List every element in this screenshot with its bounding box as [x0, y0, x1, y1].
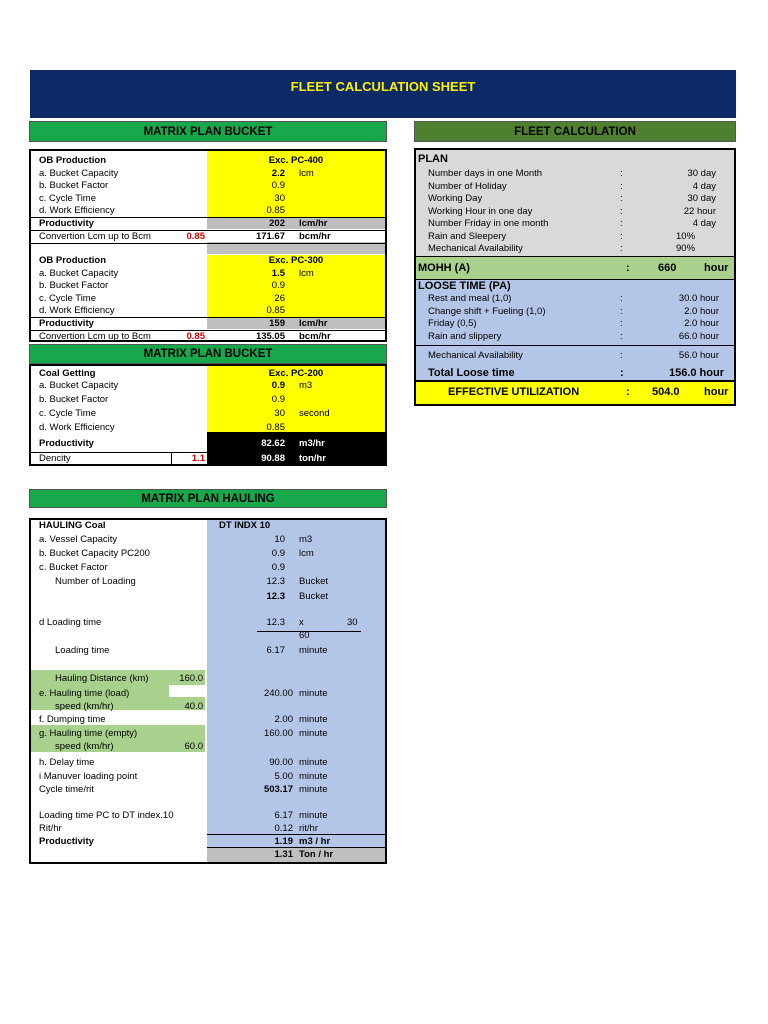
sec2-title-row [31, 255, 385, 268]
row-value: 30 [274, 408, 285, 419]
row-label: c. Bucket Factor [39, 562, 108, 573]
haul-load-row [31, 688, 385, 701]
plan-row [416, 193, 734, 206]
bucket-header: MATRIX PLAN BUCKET [29, 121, 387, 142]
table-row [31, 380, 385, 393]
conversion-value: 171.67 [255, 230, 285, 242]
bucket-table-2 [29, 364, 387, 466]
row-unit: minute [299, 645, 328, 656]
coal-title-row [31, 368, 385, 381]
sec1-exc: Exc. PC-400 [268, 155, 324, 166]
total-value: 156.0 hour [668, 367, 724, 379]
row-label: b. Bucket Factor [39, 180, 109, 191]
conversion-label: Convertion Lcm up to Bcm [39, 330, 151, 342]
hauling-table [29, 518, 387, 864]
row-unit: Bucket [299, 576, 329, 587]
mohh-sep: : [626, 262, 630, 274]
row-label: b. Bucket Factor [39, 280, 109, 291]
conversion-label: Convertion Lcm up to Bcm [39, 230, 151, 242]
loose-label: Change shift + Fueling (1,0) [428, 305, 546, 317]
loading-time-row [31, 617, 385, 630]
conversion-value: 135.05 [255, 330, 285, 342]
table-row [31, 168, 385, 181]
row-value: 0.9 [271, 562, 285, 573]
row-label: c. Cycle Time [39, 408, 97, 419]
conversion-unit: bcm/hr [299, 330, 331, 342]
row-label: i Manuver loading point [39, 771, 138, 782]
loose-row [416, 306, 734, 319]
table-row [31, 180, 385, 193]
row-unit: minute [299, 810, 328, 821]
productivity-row [31, 317, 385, 331]
row-value: 90.00 [269, 757, 293, 768]
productivity-row [31, 438, 385, 451]
density-value: 90.88 [261, 452, 285, 464]
row-label: a. Bucket Capacity [39, 380, 119, 391]
plan-label: Working Hour in one day [428, 205, 533, 217]
plan-row [416, 231, 734, 244]
sec1-title-row [31, 155, 385, 168]
productivity-value: 202 [269, 218, 285, 229]
row-value: 0.9 [271, 180, 285, 191]
productivity-row [31, 217, 385, 231]
row-value: 0.85 [266, 305, 285, 316]
loading-time2-row [31, 645, 385, 658]
effective-sep: : [626, 386, 630, 398]
plan-row [416, 181, 734, 194]
table-row [31, 394, 385, 407]
row-value: 0.9 [271, 548, 285, 559]
mech-value: 56.0 hour [678, 350, 719, 361]
row-value: 60.0 [184, 741, 203, 752]
row-label: Loading time [55, 645, 110, 656]
density-unit: ton/hr [299, 452, 326, 464]
sec2-title: OB Production [39, 255, 107, 266]
row-value: 6.17 [274, 810, 293, 821]
hauling-dt: DT INDX 10 [219, 520, 271, 531]
row-unit: m3 [299, 534, 313, 545]
plan-label: Number Friday in one month [428, 218, 549, 229]
productivity-label: Productivity [39, 318, 94, 329]
row-value: 10 [274, 534, 285, 545]
vessel-row [31, 534, 385, 547]
density-row [31, 452, 385, 466]
plan-value: 4 day [692, 218, 716, 229]
loose-sep: : [620, 305, 623, 317]
conversion-factor: 0.85 [186, 230, 205, 242]
loose-label: Rest and meal (1,0) [428, 293, 512, 304]
loading-num-row [31, 576, 385, 589]
plan-row [416, 243, 734, 256]
row-label: e. Hauling time (load) [39, 688, 130, 699]
hauling-title-row [31, 520, 385, 533]
density-label: Dencity [39, 452, 71, 464]
row-value: 160.0 [179, 673, 203, 684]
loose-value: 66.0 hour [678, 330, 719, 342]
fleet-header: FLEET CALCULATION [414, 121, 736, 142]
row-unit: m3 [299, 380, 313, 391]
density-factor: 1.1 [191, 452, 205, 464]
row-label: Loading time PC to DT index.10 [39, 810, 174, 821]
row-unit: second [299, 408, 330, 419]
effective-value: 504.0 [652, 386, 680, 398]
sec2-exc: Exc. PC-300 [268, 255, 324, 266]
row-label: Number of Loading [55, 576, 136, 587]
plan-label: Rain and Sleepery [428, 230, 507, 242]
table-row [31, 408, 385, 421]
row-value: 2.00 [274, 714, 293, 725]
loading-op: x [299, 617, 304, 628]
prod-row [31, 836, 385, 849]
productivity-label: Productivity [39, 438, 94, 449]
table-row [31, 422, 385, 435]
loose-label: Rain and slippery [428, 330, 502, 342]
row-unit: minute [299, 771, 328, 782]
plan-row [416, 206, 734, 219]
loading-den: 60 [299, 630, 310, 641]
plan-title-row [416, 153, 734, 166]
load-pc-row [31, 810, 385, 823]
table-row [31, 293, 385, 306]
row-unit: lcm [299, 267, 314, 279]
distance-row [31, 673, 385, 686]
loose-row [416, 293, 734, 306]
loading-a: 12.3 [266, 617, 285, 628]
mohh-label: MOHH (A) [418, 262, 470, 274]
table-row [31, 268, 385, 281]
row-unit: rit/hr [299, 823, 318, 834]
table-row [31, 305, 385, 318]
bucket-factor-row [31, 562, 385, 575]
row-value: 0.9 [271, 380, 285, 391]
loose-title: LOOSE TIME (PA) [418, 280, 511, 292]
row-value: 503.17 [263, 784, 293, 795]
row-value: 5.00 [274, 771, 293, 782]
row-label: b. Bucket Factor [39, 394, 109, 405]
row-value: 0.85 [266, 205, 285, 216]
loose-sep: : [620, 330, 623, 342]
plan-label: Number of Holiday [428, 180, 507, 192]
mohh-row [416, 262, 734, 275]
delay-row [31, 757, 385, 770]
total-sep: : [620, 367, 624, 379]
plan-title: PLAN [418, 153, 448, 165]
total-label: Total Loose time [428, 367, 515, 379]
hauling-title: HAULING Coal [39, 520, 106, 531]
plan-sep: : [620, 218, 623, 229]
plan-sep: : [620, 243, 623, 254]
row-value: 0.9 [271, 280, 285, 291]
row-label: c. Cycle Time [39, 192, 97, 204]
productivity-unit: m3/hr [299, 438, 325, 449]
row-value: 1.31 [274, 849, 293, 860]
mohh-unit: hour [704, 262, 729, 274]
mech-label: Mechanical Availability [428, 350, 523, 361]
row-unit: Bucket [299, 591, 329, 602]
table-row [31, 280, 385, 293]
plan-sep: : [620, 205, 623, 217]
effective-unit: hour [704, 386, 729, 398]
row-label: a. Bucket Capacity [39, 267, 119, 279]
productivity-value: 159 [269, 318, 285, 329]
row-value: 1.5 [271, 267, 285, 279]
row-label: a. Bucket Capacity [39, 167, 119, 179]
row-value: 40.0 [184, 701, 203, 712]
fleet-table [414, 148, 736, 406]
plan-label: Working Day [428, 193, 483, 204]
manuver-row [31, 771, 385, 784]
loading-num2-row [31, 591, 385, 604]
row-value: 0.85 [266, 422, 285, 433]
loose-sep: : [620, 293, 623, 304]
mohh-value: 660 [658, 262, 677, 274]
hauling-header: MATRIX PLAN HAULING [29, 489, 387, 508]
conversion-unit: bcm/hr [299, 230, 331, 242]
bucket2-header: MATRIX PLAN BUCKET [29, 344, 387, 364]
row-label: speed (km/hr) [55, 741, 114, 752]
loading-den-row [31, 630, 385, 643]
row-value: 1.19 [274, 836, 293, 847]
row-value: 240.00 [263, 688, 293, 699]
total-row [416, 367, 734, 380]
row-value: 26 [274, 292, 285, 304]
loose-divider [416, 345, 734, 346]
plan-sep: : [620, 193, 623, 204]
coal-exc: Exc. PC-200 [268, 368, 324, 379]
plan-sep: : [620, 230, 623, 242]
row-label: Rit/hr [39, 823, 62, 834]
row-value: 0.9 [271, 394, 285, 405]
row-label: d. Work Efficiency [39, 422, 115, 433]
row-label: a. Vessel Capacity [39, 534, 118, 545]
row-value: 6.17 [266, 645, 285, 656]
plan-label: Number days in one Month [428, 168, 543, 179]
row-label: g. Hauling time (empty) [39, 728, 138, 739]
row-unit: m3 / hr [299, 836, 331, 847]
loose-sep: : [620, 318, 623, 329]
mech-row [416, 350, 734, 363]
loose-value: 30.0 hour [678, 293, 719, 304]
speed-empty-row [31, 741, 385, 754]
table-row [31, 205, 385, 218]
row-unit: Ton / hr [299, 849, 334, 860]
productivity-value: 82.62 [261, 438, 285, 449]
loose-value: 2.0 hour [684, 305, 719, 317]
conversion-factor: 0.85 [186, 330, 205, 342]
row-label: f. Dumping time [39, 714, 106, 725]
rit-row [31, 823, 385, 836]
loose-row [416, 318, 734, 331]
row-label: Hauling Distance (km) [55, 673, 149, 684]
conversion-row [31, 330, 385, 344]
row-label: d Loading time [39, 617, 102, 628]
plan-value: 22 hour [683, 205, 716, 217]
loading-b: 30 [347, 617, 358, 628]
productivity-unit: lcm/hr [299, 218, 328, 229]
row-label: d. Work Efficiency [39, 305, 115, 316]
plan-row [416, 168, 734, 181]
row-unit: minute [299, 784, 328, 795]
plan-value: 30 day [687, 168, 716, 179]
loose-value: 2.0 hour [684, 318, 719, 329]
loose-row [416, 331, 734, 344]
row-label: d. Work Efficiency [39, 205, 115, 216]
row-label: Cycle time/rit [39, 784, 94, 795]
plan-row [416, 218, 734, 231]
mech-sep: : [620, 350, 623, 361]
haul-empty-row [31, 728, 385, 741]
productivity-label: Productivity [39, 218, 94, 229]
row-unit: minute [299, 714, 328, 725]
row-label: c. Cycle Time [39, 292, 97, 304]
row-unit: minute [299, 728, 328, 739]
plan-value: 30 day [687, 193, 716, 204]
loose-title-row [416, 280, 734, 293]
productivity-unit: lcm/hr [299, 318, 328, 329]
plan-label: Mechanical Availability [428, 243, 523, 254]
bucket-table-1 [29, 149, 387, 342]
row-unit: minute [299, 757, 328, 768]
row-label: b. Bucket Capacity PC200 [39, 548, 150, 559]
plan-sep: : [620, 180, 623, 192]
row-unit: minute [299, 688, 328, 699]
bucket-cap-row [31, 548, 385, 561]
effective-label: EFFECTIVE UTILIZATION [448, 386, 580, 398]
row-value: 12.3 [266, 576, 285, 587]
plan-sep: : [620, 168, 623, 179]
row-label: h. Delay time [39, 757, 95, 768]
effective-row [416, 386, 734, 399]
dumping-row [31, 714, 385, 727]
row-label: Productivity [39, 836, 94, 847]
prod2-row [31, 849, 385, 862]
row-value: 160.00 [263, 728, 293, 739]
row-value: 2.2 [271, 167, 285, 179]
plan-value: 4 day [692, 180, 716, 192]
row-unit: lcm [299, 548, 314, 559]
plan-value: 90% [676, 243, 696, 254]
row-label: speed (km/hr) [55, 701, 114, 712]
row-value: 30 [274, 192, 285, 204]
row-value: 12.3 [266, 591, 285, 602]
speed-load-row [31, 701, 385, 714]
cycle-row [31, 784, 385, 797]
loose-label: Friday (0,5) [428, 318, 477, 329]
page-title: FLEET CALCULATION SHEET [30, 70, 736, 118]
row-value: 0.12 [274, 823, 293, 834]
plan-value: 10% [676, 230, 696, 242]
coal-title: Coal Getting [39, 368, 96, 379]
row-unit: lcm [299, 167, 314, 179]
table-row [31, 193, 385, 206]
conversion-row [31, 230, 385, 245]
sec1-title: OB Production [39, 155, 107, 166]
